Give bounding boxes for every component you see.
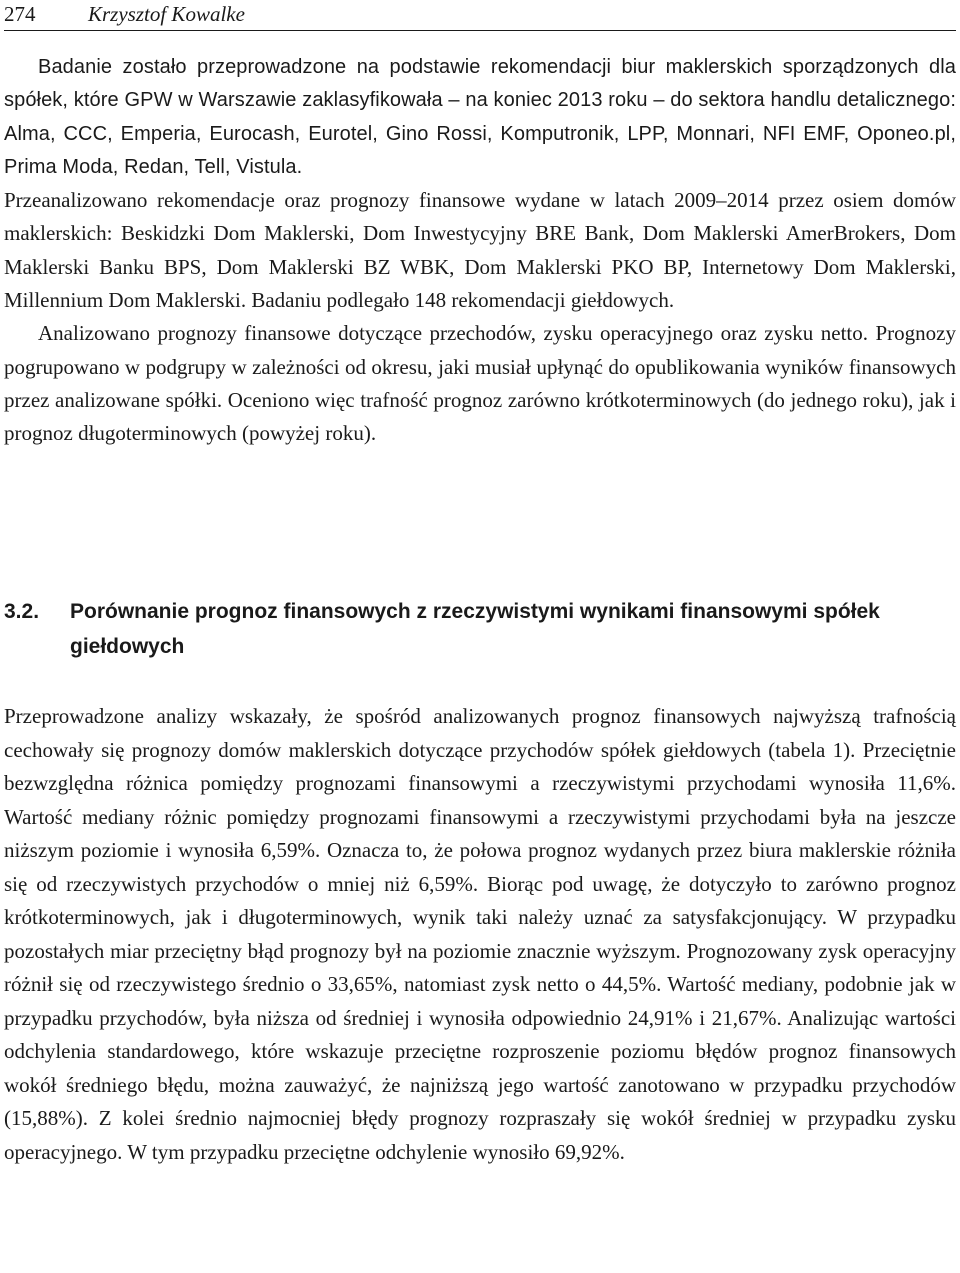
running-header	[4, 0, 956, 31]
body-paragraph: Przeprowadzone analizy wskazały, że spośród analizowanych prognoz finansowych najwyższą trafnością cechowały się prognozy domów maklerskich dotyczące przychodów spółek giełdowych (tabela 1). Przeciętnie bezwzględna różnica pomiędzy prognozami finansowymi a rzeczywistymi przychodami wynosiła 11,6%. Wartość mediany różnic pomiędzy prognozami finansowymi a rzeczywistymi przychodami była na jeszcze niższym poziomie i wynosiła 6,59%. Oznacza to, że połowa prognoz wydanych przez biura maklerskie różniła się od rzeczywistych przychodów o mniej niż 6,59%. Biorąc pod uwagę, że dotyczyło to zarówno prognoz krótkoterminowych, jak i długoterminowych, wynik taki należy uznać za satysfakcjonujący. W przypadku pozostałych miar przeciętny błąd prognozy był na poziomie znacznie wyższym. Prognozowany zysk operacyjny różnił się od rzeczywistego średnio o 33,65%, natomiast zysk netto o 44,5%. Wartość mediany, podobnie jak w przypadku przychodów, była niższa od średniej i wynosiła odpowiednio 24,91% i 21,67%. Analizując wartości odchylenia standardowego, które wskazuje przeciętne rozproszenie poziomu błędów prognoz finansowych wokół średniego błędu, można zauważyć, że najniższą jego wartość zanotowano w przypadku przychodów (15,88%). Z kolei średnio najmocniej błędy prognozy rozpraszały się wokół średniej w przypadku zysku operacyjnego. W tym przypadku przeciętne odchylenie wynosiło 69,92%.	[4, 704, 956, 1164]
intro-paragraph: Badanie zostało przeprowadzone na podstawie rekomendacji biur maklerskich sporządzonych dla spółek, które GPW w Warszawie zaklasyfikowała – na koniec 2013 roku – do sektora handlu detalicznego: Alma, CCC, Emperia, Eurocash, Eurotel, Gino Rossi, Komputronik, LPP, Monnari, NFI EMF, Oponeo.pl, Prima Moda, Redan, Tell, Vistula.	[4, 56, 956, 178]
page-number: 274	[4, 2, 36, 26]
section-heading	[4, 594, 956, 664]
section-title: Porównanie prognoz finansowych z rzeczywistymi wynikami finansowymi spółek giełdowych	[70, 600, 880, 658]
section-number: 3.2.	[4, 600, 40, 623]
running-head-author: Krzysztof Kowalke	[88, 2, 245, 26]
intro-paragraph-2: Analizowano prognozy finansowe dotyczące przechodów, zysku operacyjnego oraz zysku netto. Prognozy pogrupowano w podgrupy w zależności od okresu, jaki musiał upłynąć do opublikowania wyników finansowych przez analizowane spółki. Oceniono więc trafność prognoz zarówno krótkoterminowych (do jednego roku), jak i prognoz długoterminowych (powyżej roku).	[4, 321, 956, 446]
section-body	[4, 700, 956, 1169]
intro-section	[4, 51, 956, 451]
intro-paragraph-continued: Przeanalizowano rekomendacje oraz prognozy finansowe wydane w latach 2009–2014 przez osiem domów maklerskich: Beskidzki Dom Maklerski, Dom Inwestycyjny BRE Bank, Dom Maklerski AmerBrokers, Dom Maklerski Banku BPS, Dom Maklerski BZ WBK, Dom Maklerski PKO BP, Internetowy Dom Maklerski, Millennium Dom Maklerski. Badaniu podlegało 148 rekomendacji giełdowych.	[4, 188, 956, 313]
